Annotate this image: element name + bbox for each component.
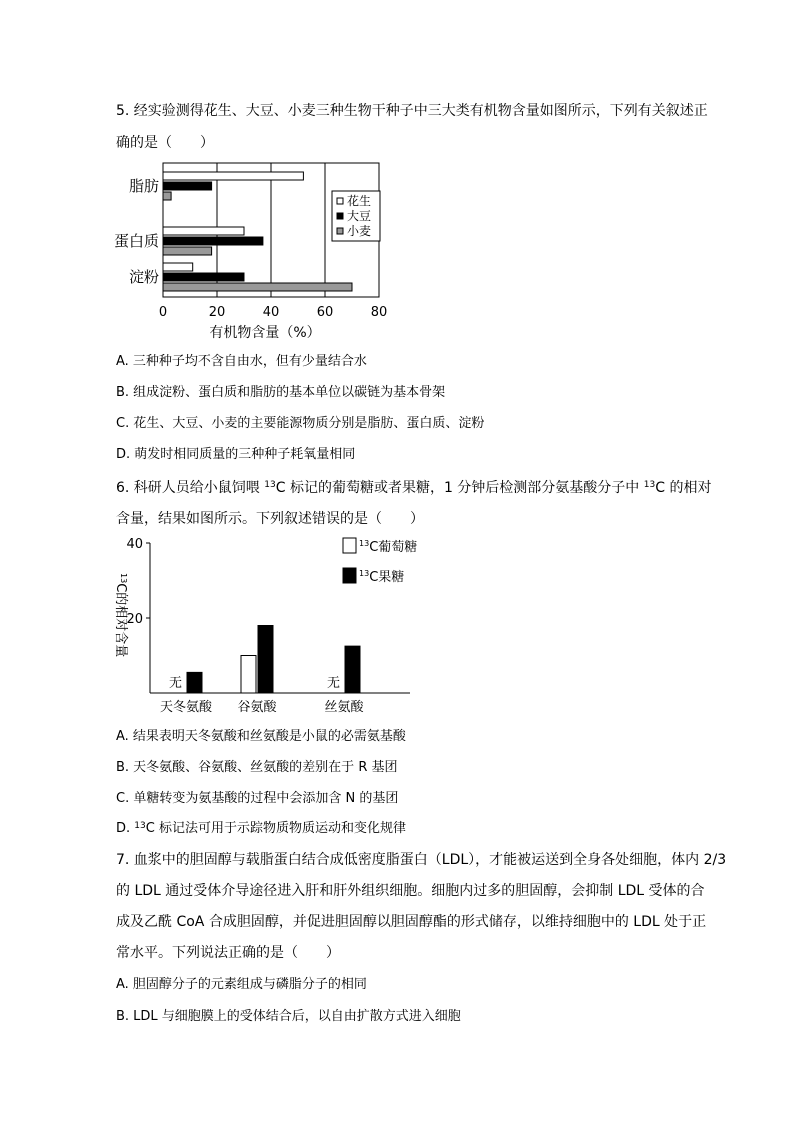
x-tick-label: 80 (370, 305, 388, 320)
category-label: 脂肪 (128, 177, 159, 195)
legend-label-sup: 13 (359, 569, 370, 578)
x-tick-label: 0 (158, 305, 168, 320)
x-tick-label: 60 (316, 305, 334, 320)
bar-大豆-淀粉 (163, 273, 244, 281)
x-tick-label: 40 (262, 305, 280, 320)
q6-option-c: C. 单糖转变为氨基酸的过程中会添加含 N 的基团 (116, 791, 399, 806)
q5-option-d: D. 萌发时相同质量的三种种子耗氧量相同 (116, 447, 356, 462)
legend-swatch (343, 538, 356, 553)
q6-option-d (116, 819, 406, 839)
category-label: 蛋白质 (113, 232, 159, 250)
category-label: 淀粉 (128, 268, 159, 286)
legend-swatch (337, 198, 343, 204)
x-axis-title: 有机物含量（%） (209, 325, 321, 341)
q5-option-b: B. 组成淀粉、蛋白质和脂肪的基本单位以碳链为基本骨架 (116, 385, 446, 400)
legend-swatch (337, 213, 343, 219)
legend-label-text: C葡萄糖 (369, 540, 418, 555)
q7-option-a: A. 胆固醇分子的元素组成与磷脂分子的相同 (116, 977, 367, 992)
bar-花生-蛋白质 (163, 227, 244, 235)
q6-stem-part-b: C 标记的葡萄糖或者果糖，1 分钟后检测部分氨基酸分子中 (275, 480, 644, 496)
q5-stem-line2: 确的是（ ） (116, 135, 214, 151)
y-axis-title-text: C的相对含量 (113, 583, 128, 658)
category-label: 天冬氨酸 (159, 700, 213, 715)
q6-stem-part-c: C 的相对 (655, 480, 712, 496)
q6-bar-chart (110, 532, 420, 717)
q7-stem-line1: 7. 血浆中的胆固醇与载脂蛋白结合成低密度脂蛋白（LDL），才能被运送到全身各处细胞，体内 2/3 (116, 852, 727, 868)
q7-stem-line2: 的 LDL 通过受体介导途径进入肝和肝外组织细胞。细胞内过多的胆固醇，会抑制 LDL 受体的合 (116, 883, 705, 899)
legend-label (359, 569, 404, 585)
bar-C葡萄糖-谷氨酸 (241, 656, 256, 694)
legend-label (359, 539, 417, 555)
q5-bar-chart (110, 158, 400, 348)
q5-stem-line1: 5. 经实验测得花生、大豆、小麦三种生物干种子中三大类有机物含量如图所示，下列有关叙述正 (116, 103, 708, 119)
bar-小麦-脂肪 (163, 192, 171, 200)
q6-stem-line2: 含量，结果如图所示。下列叙述错误的是（ ） (116, 511, 424, 527)
bar-大豆-蛋白质 (163, 237, 263, 245)
q6-stem-sup2: 13 (643, 480, 656, 490)
bar-C果糖-谷氨酸 (258, 626, 273, 694)
y-tick-label: 20 (126, 612, 143, 627)
y-axis-title-sup: 13 (119, 573, 128, 584)
bar-C果糖-丝氨酸 (345, 646, 360, 693)
bar-小麦-蛋白质 (163, 247, 212, 255)
q6-stem-sup1: 13 (264, 480, 276, 490)
bar-大豆-脂肪 (163, 182, 212, 190)
legend-label: 大豆 (347, 209, 372, 223)
q6-option-d-text: C 标记法可用于示踪物质物质运动和变化规律 (145, 821, 406, 836)
q5-option-a: A. 三种种子均不含自由水，但有少量结合水 (116, 354, 367, 369)
legend-swatch (343, 568, 356, 583)
q6-option-b: B. 天冬氨酸、谷氨酸、丝氨酸的差别在于 R 基团 (116, 760, 398, 775)
legend-swatch (337, 228, 343, 234)
absent-label: 无 (326, 676, 341, 691)
absent-label: 无 (168, 676, 183, 691)
q6-option-d-prefix: D. (116, 821, 135, 836)
q6-option-a: A. 结果表明天冬氨酸和丝氨酸是小鼠的必需氨基酸 (116, 729, 406, 744)
q5-option-c: C. 花生、大豆、小麦的主要能源物质分别是脂肪、蛋白质、淀粉 (116, 416, 485, 431)
legend-label: 小麦 (347, 224, 372, 238)
q7-stem-line3: 成及乙酰 CoA 合成胆固醇，并促进胆固醇以胆固醇酯的形式储存，以维持细胞中的 LDL 处于正 (116, 914, 707, 930)
y-tick-label: 40 (126, 537, 143, 552)
legend-label-sup: 13 (359, 539, 370, 548)
bar-C果糖-天冬氨酸 (187, 672, 202, 693)
category-label: 谷氨酸 (237, 700, 277, 715)
q7-option-b: B. LDL 与细胞膜上的受体结合后，以自由扩散方式进入细胞 (116, 1009, 461, 1024)
bar-花生-脂肪 (163, 172, 303, 180)
x-tick-label: 20 (208, 305, 226, 320)
q6-stem-part-a: 6. 科研人员给小鼠饲喂 (116, 480, 265, 496)
bar-小麦-淀粉 (163, 283, 352, 291)
y-axis-title (113, 573, 129, 657)
legend-label: 花生 (347, 194, 372, 208)
q7-stem-line4: 常水平。下列说法正确的是（ ） (116, 945, 340, 961)
q6-option-d-sup: 13 (134, 821, 146, 831)
bar-花生-淀粉 (163, 263, 193, 271)
legend-label-text: C果糖 (369, 570, 405, 585)
q6-stem-line1 (116, 478, 711, 498)
category-label: 丝氨酸 (324, 700, 364, 715)
